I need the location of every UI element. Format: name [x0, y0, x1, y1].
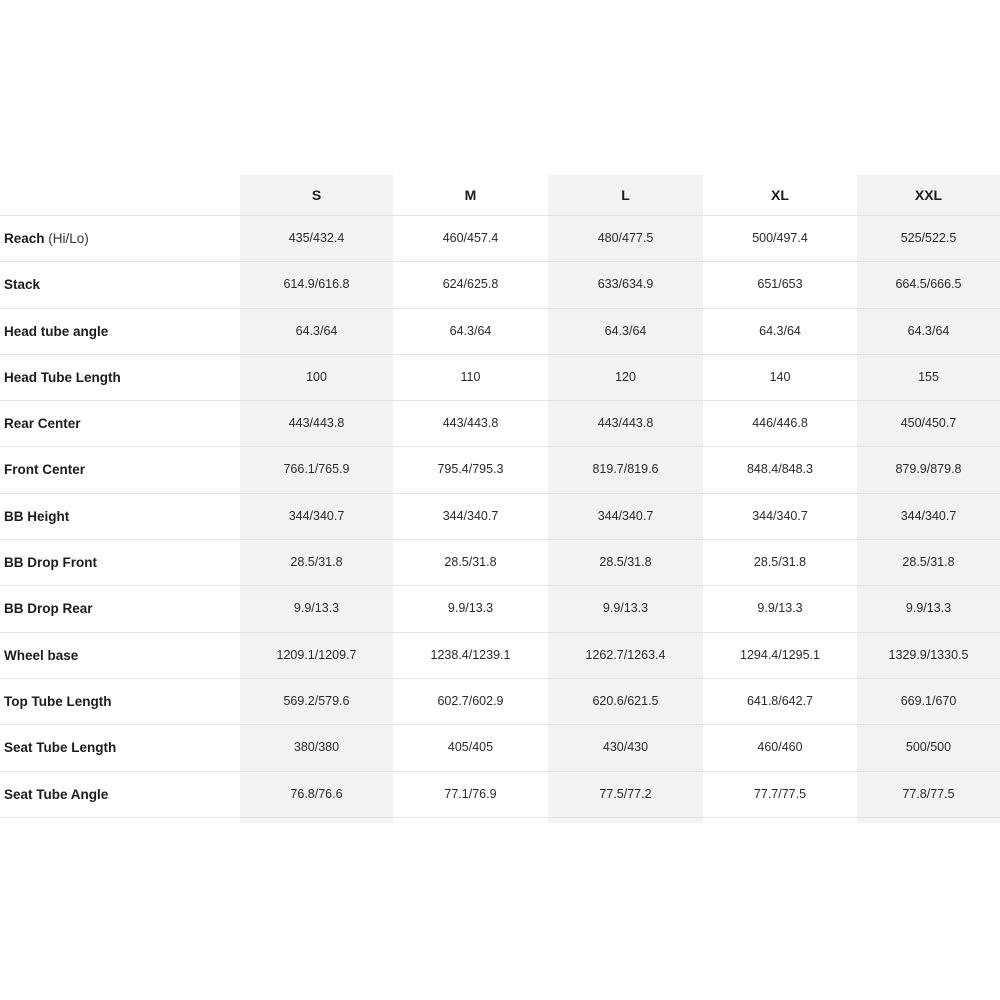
table-cell: 1294.4/1295.1	[740, 647, 820, 662]
table-cell: 100	[306, 369, 327, 384]
table-row	[0, 355, 1000, 401]
table-cell: 9.9/13.3	[905, 601, 952, 616]
row-label: Head tube angle	[4, 323, 109, 339]
row-label: Seat Tube Length	[4, 740, 117, 756]
row-label: Seat Tube Angle	[4, 786, 109, 802]
table-cell: 819.7/819.6	[592, 462, 659, 477]
table-cell: 1262.7/1263.4	[585, 647, 666, 662]
table-cell: 614.9/616.8	[283, 277, 350, 292]
table-body	[0, 216, 1000, 818]
size-header-l: L	[621, 187, 630, 203]
table-cell: 9.9/13.3	[757, 601, 803, 616]
table-row	[0, 447, 1000, 493]
size-header-xxl: XXL	[914, 187, 943, 203]
table-row	[0, 401, 1000, 447]
table-cell: 664.5/666.5	[895, 277, 962, 292]
table-cell: 446/446.8	[752, 416, 808, 431]
table-cell: 64.3/64	[604, 323, 647, 338]
table-cell: 620.6/621.5	[592, 693, 659, 708]
table-row	[0, 633, 1000, 679]
table-cell: 9.9/13.3	[602, 601, 649, 616]
table-header-row	[0, 175, 1000, 216]
table-cell: 9.9/13.3	[447, 601, 494, 616]
table-cell: 569.2/579.6	[283, 693, 350, 708]
table-cell: 766.1/765.9	[283, 462, 350, 477]
table-cell: 460/460	[757, 740, 803, 755]
table-cell: 28.5/31.8	[599, 555, 652, 570]
row-label: Top Tube Length	[4, 693, 112, 709]
size-header-xl: XL	[771, 187, 789, 203]
table-cell: 344/340.7	[288, 508, 345, 523]
table-cell: 450/450.7	[900, 416, 957, 431]
table-row	[0, 540, 1000, 586]
table-cell: 344/340.7	[597, 508, 654, 523]
table-row	[0, 494, 1000, 540]
table-cell: 405/405	[447, 740, 494, 755]
table-cell: 525/522.5	[900, 231, 957, 245]
table-cell: 848.4/848.3	[746, 462, 814, 477]
table-cell: 460/457.4	[442, 231, 499, 245]
table-cell: 76.8/76.6	[290, 786, 343, 801]
table-cell: 77.5/77.2	[599, 786, 652, 801]
table-cell: 28.5/31.8	[290, 555, 343, 570]
row-label: Wheel base	[4, 647, 79, 663]
table-cell: 110	[460, 369, 481, 384]
table-cell: 651/653	[757, 277, 803, 292]
table-cell: 641.8/642.7	[746, 693, 814, 708]
table-cell: 64.3/64	[449, 323, 492, 338]
table-cell: 633/634.9	[597, 277, 654, 292]
table-cell: 480/477.5	[597, 231, 654, 245]
table-cell: 435/432.4	[288, 231, 345, 245]
row-label-text: Reach	[4, 231, 45, 246]
row-label: Stack	[4, 277, 41, 293]
table-cell: 443/443.8	[597, 416, 654, 431]
row-label: Front Center	[4, 462, 85, 478]
table-row	[0, 586, 1000, 632]
table-cell: 443/443.8	[288, 416, 345, 431]
row-label: BB Drop Front	[4, 555, 97, 571]
table-cell: 64.3/64	[295, 323, 338, 338]
table-cell: 380/380	[293, 740, 340, 755]
table-cell: 1238.4/1239.1	[430, 647, 511, 662]
table-cell: 669.1/670	[900, 693, 957, 708]
table-row	[0, 309, 1000, 355]
table-cell: 64.3/64	[759, 323, 801, 338]
row-label	[4, 216, 89, 261]
table-cell: 500/500	[905, 740, 952, 755]
table-cell: 155	[918, 369, 939, 384]
table-cell: 64.3/64	[907, 323, 950, 338]
table-row	[0, 725, 1000, 771]
table-cell: 28.5/31.8	[753, 555, 807, 570]
table-row	[0, 679, 1000, 725]
table-cell: 28.5/31.8	[902, 555, 955, 570]
table-cell: 344/340.7	[442, 508, 499, 523]
table-cell: 28.5/31.8	[444, 555, 497, 570]
table-cell: 9.9/13.3	[293, 601, 340, 616]
table-cell: 77.8/77.5	[902, 786, 955, 801]
table-cell: 879.9/879.8	[895, 462, 962, 477]
row-label: Head Tube Length	[4, 369, 121, 385]
size-header-s: S	[311, 187, 322, 203]
table-cell: 344/340.7	[752, 508, 808, 523]
table-cell: 344/340.7	[900, 508, 957, 523]
row-label: BB Height	[4, 508, 70, 524]
table-row	[0, 772, 1000, 818]
table-row	[0, 216, 1000, 262]
table-cell: 1329.9/1330.5	[888, 647, 969, 662]
row-label-suffix: (Hi/Lo)	[44, 231, 89, 246]
table-cell: 500/497.4	[752, 231, 808, 245]
table-cell: 602.7/602.9	[437, 693, 504, 708]
table-cell: 77.1/76.9	[444, 786, 497, 801]
table-cell: 120	[615, 369, 636, 384]
row-label: BB Drop Rear	[4, 601, 93, 617]
table-cell: 624/625.8	[442, 277, 499, 292]
table-cell: 443/443.8	[442, 416, 499, 431]
table-cell: 77.7/77.5	[753, 786, 807, 801]
size-header-m: M	[464, 187, 477, 203]
row-label: Rear Center	[4, 416, 81, 432]
table-cell: 795.4/795.3	[437, 462, 504, 477]
table-cell: 430/430	[602, 740, 649, 755]
table-row	[0, 262, 1000, 308]
table-cell: 140	[769, 369, 791, 384]
table-cell: 1209.1/1209.7	[276, 647, 357, 662]
